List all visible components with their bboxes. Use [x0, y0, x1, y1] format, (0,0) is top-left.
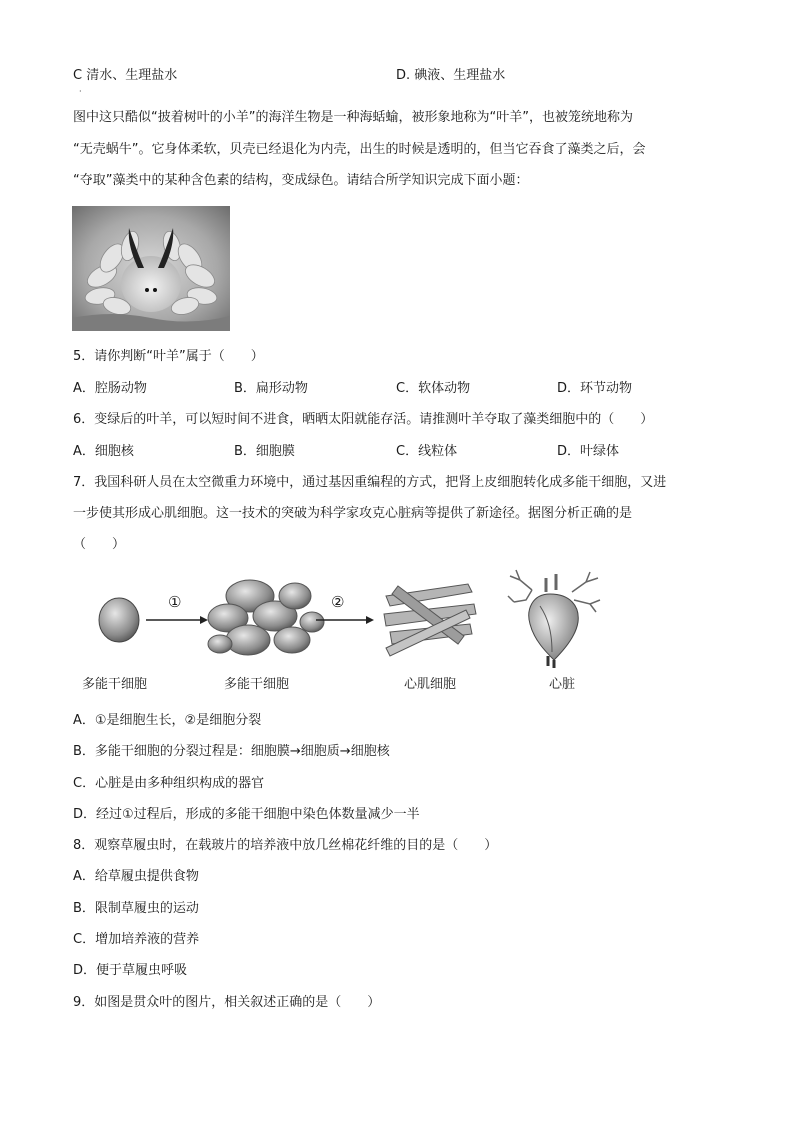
question-7-option-a: A．①是细胞生长，②是细胞分裂	[73, 713, 262, 728]
caption-heart: 心脏	[549, 677, 576, 692]
option-a: A．腔肠动物	[73, 381, 147, 396]
question-6-stem: 6．变绿后的叶羊，可以短时间不进食，晒晒太阳就能存活。请推测叶羊夺取了藻类细胞中的（ ）	[73, 412, 654, 427]
question-8-stem: 8．观察草履虫时，在载玻片的培养液中放几丝棉花纤维的目的是（ ）	[73, 838, 498, 853]
option-c: C．线粒体	[396, 444, 458, 459]
option-a: A．细胞核	[73, 444, 134, 459]
option-b: B．扁形动物	[234, 381, 308, 396]
arrow-2-label: ②	[331, 593, 345, 611]
caption-stem-cell-1: 多能干细胞	[82, 677, 148, 692]
arrow-1	[146, 616, 208, 624]
intro-line-2: “无壳蜗牛”。它身体柔软，贝壳已经退化为内壳，出生的时候是透明的，但当它吞食了藻类之后，会	[73, 142, 646, 157]
question-5-options	[73, 380, 733, 398]
stem-cell-cluster	[208, 580, 324, 655]
question-9-stem: 9．如图是贯众叶的图片，相关叙述正确的是（ ）	[73, 995, 381, 1010]
question-8-option-d: D．便于草履虫呼吸	[73, 963, 188, 978]
question-7-line-1: 7．我国科研人员在太空微重力环境中，通过基因重编程的方式，把肾上皮细胞转化成多能干细胞，又进	[73, 475, 667, 490]
question-7-option-c: C．心脏是由多种组织构成的器官	[73, 776, 265, 791]
question-5-stem: 5．请你判断“叶羊”属于（ ）	[73, 349, 264, 364]
option-d: D．叶绿体	[557, 444, 620, 459]
question-6-options	[73, 443, 733, 461]
question-8-option-c: C．增加培养液的营养	[73, 932, 200, 947]
option-c: C．软体动物	[396, 381, 471, 396]
question-7-option-b: B．多能干细胞的分裂过程是：细胞膜→细胞质→细胞核	[73, 744, 390, 759]
question-7-line-2: 一步使其形成心肌细胞。这一技术的突破为科学家攻克心脏病等提供了新途径。据图分析正确的是	[73, 506, 633, 521]
heart	[508, 570, 600, 668]
option-d: D．环节动物	[557, 381, 633, 396]
question-8-option-a: A．给草履虫提供食物	[73, 869, 199, 884]
option-d: D. 碘液、生理盐水	[396, 68, 506, 83]
arrow-1-label: ①	[168, 593, 182, 611]
option-b: B．细胞膜	[234, 444, 295, 459]
stem-cell-single	[99, 598, 139, 642]
stray-dot: ·	[79, 87, 82, 96]
cardiac-muscle-cells	[384, 584, 476, 656]
option-c: C 清水、生理盐水	[73, 68, 178, 83]
caption-stem-cell-2: 多能干细胞	[224, 677, 290, 692]
caption-cardiac-cells: 心肌细胞	[404, 677, 457, 692]
sea-slug-photo	[72, 206, 230, 331]
previous-question-options	[73, 67, 733, 85]
question-7-line-3: （ ）	[73, 537, 126, 552]
intro-line-1: 图中这只酷似“披着树叶的小羊”的海洋生物是一种海蛞蝓，被形象地称为“叶羊”，也被笼统地称为	[73, 110, 633, 125]
question-8-option-b: B．限制草履虫的运动	[73, 901, 199, 916]
question-7-option-d: D．经过①过程后，形成的多能干细胞中染色体数量减少一半	[73, 807, 420, 822]
arrow-2	[316, 616, 374, 624]
intro-line-3: “夺取”藻类中的某种含色素的结构，变成绿色。请结合所学知识完成下面小题：	[73, 173, 529, 188]
